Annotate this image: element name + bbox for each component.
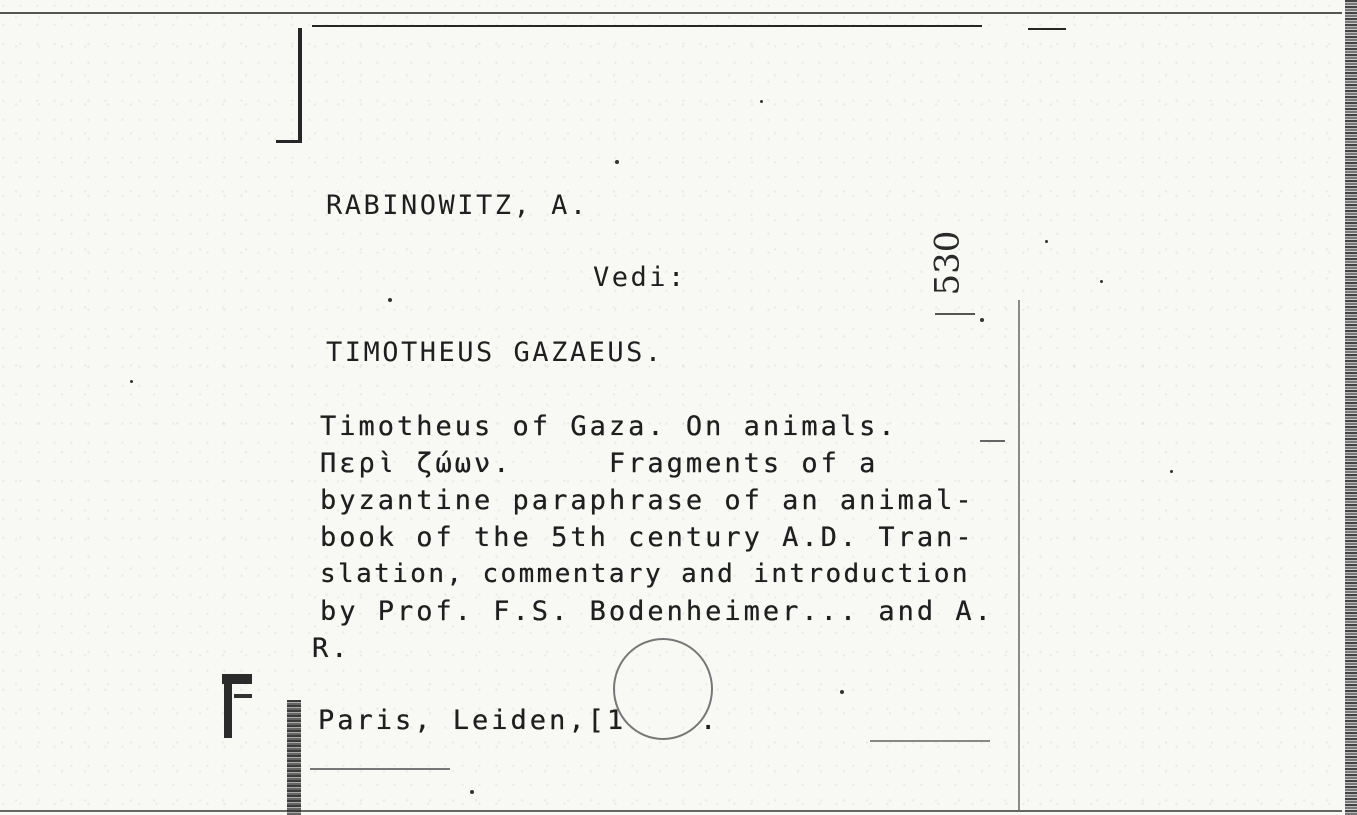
call-number bbox=[922, 225, 972, 301]
scan-speck bbox=[470, 790, 474, 794]
card-right-edge bbox=[1018, 300, 1020, 810]
top-border-line bbox=[0, 12, 1342, 14]
card-top-edge-right-line bbox=[1028, 28, 1066, 30]
greek-title-line: Περὶ ζώων. Fragments of a bbox=[320, 448, 879, 479]
scan-speck bbox=[980, 318, 984, 322]
card-left-edge-strip bbox=[287, 700, 301, 815]
description-line: by Prof. F.S. Bodenheimer... and A. bbox=[320, 596, 994, 627]
scan-speck bbox=[388, 298, 392, 302]
description-line: book of the 5th century A.D. Tran- bbox=[320, 522, 975, 553]
imprint-line: Paris, Leiden,[1 bbox=[318, 705, 627, 736]
scan-edge-strip bbox=[1345, 0, 1357, 815]
paper-clip-icon bbox=[220, 672, 256, 742]
description-line: byzantine paraphrase of an animal- bbox=[320, 485, 975, 516]
author-heading: RABINOWITZ, A. bbox=[326, 190, 589, 221]
scan-streak bbox=[870, 740, 990, 742]
scan-speck bbox=[1045, 240, 1048, 243]
left-bracket-vertical bbox=[298, 28, 302, 142]
scan-speck bbox=[615, 160, 619, 164]
call-number-text: 530 bbox=[927, 230, 967, 296]
scan-speck bbox=[1170, 470, 1173, 473]
punch-hole-circle bbox=[613, 638, 713, 740]
card-top-edge-line bbox=[312, 25, 982, 27]
description-line: slation, commentary and introduction bbox=[320, 559, 970, 589]
scan-speck bbox=[840, 690, 844, 694]
scan-speck bbox=[130, 380, 133, 383]
scan-streak bbox=[935, 313, 975, 315]
scan-speck bbox=[760, 100, 763, 103]
imprint-end-mark: . bbox=[700, 705, 720, 736]
description-line: R. bbox=[312, 633, 351, 664]
title-line: Timotheus of Gaza. On animals. bbox=[320, 411, 898, 442]
bottom-border-line bbox=[0, 810, 1342, 812]
scan-streak bbox=[980, 440, 1005, 442]
scan-speck bbox=[1100, 280, 1103, 283]
subject-heading: TIMOTHEUS GAZAEUS. bbox=[326, 337, 664, 368]
scan-streak bbox=[310, 768, 450, 770]
left-bracket-bottom bbox=[276, 140, 302, 143]
see-reference-label: Vedi: bbox=[593, 262, 687, 293]
